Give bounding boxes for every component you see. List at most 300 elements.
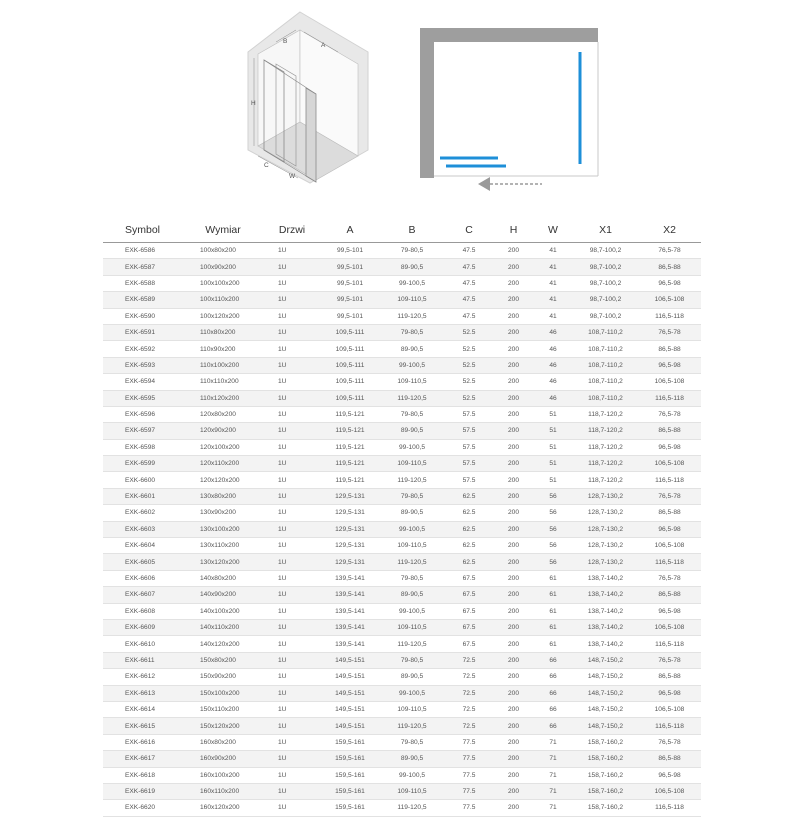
cell-c: 57.5: [444, 406, 494, 422]
cell-c: 77.5: [444, 783, 494, 799]
table-row: [103, 374, 701, 390]
cell-b: 79-80,5: [380, 570, 444, 586]
cell-w: 66: [533, 701, 573, 717]
table-row: [103, 324, 701, 340]
cell-w: 51: [533, 472, 573, 488]
cell-symbol: EXK-6598: [103, 439, 182, 455]
cell-b: 119-120,5: [380, 308, 444, 324]
col-header-b: B: [380, 218, 444, 243]
cell-w: 56: [533, 505, 573, 521]
cell-drzwi: 1U: [264, 652, 320, 668]
cell-wymiar: 140x80x200: [182, 570, 264, 586]
cell-wymiar: 130x100x200: [182, 521, 264, 537]
cell-symbol: EXK-6607: [103, 587, 182, 603]
cell-b: 109-110,5: [380, 374, 444, 390]
cell-h: 200: [494, 554, 533, 570]
cell-wymiar: 150x90x200: [182, 669, 264, 685]
cell-symbol: EXK-6616: [103, 734, 182, 750]
cell-x1: 138,7-140,2: [573, 636, 638, 652]
cell-b: 89-90,5: [380, 669, 444, 685]
cell-h: 200: [494, 456, 533, 472]
cell-c: 62.5: [444, 554, 494, 570]
cell-h: 200: [494, 603, 533, 619]
cell-c: 62.5: [444, 521, 494, 537]
cell-drzwi: 1U: [264, 570, 320, 586]
cell-a: 119,5-121: [320, 423, 380, 439]
cell-drzwi: 1U: [264, 538, 320, 554]
cell-b: 89-90,5: [380, 259, 444, 275]
cell-x1: 128,7-130,2: [573, 554, 638, 570]
cell-c: 72.5: [444, 669, 494, 685]
cell-c: 72.5: [444, 652, 494, 668]
cell-symbol: EXK-6620: [103, 800, 182, 816]
cell-c: 77.5: [444, 751, 494, 767]
cell-symbol: EXK-6590: [103, 308, 182, 324]
cell-w: 56: [533, 538, 573, 554]
cell-x2: 86,5-88: [638, 341, 701, 357]
cell-symbol: EXK-6593: [103, 357, 182, 373]
cell-a: 129,5-131: [320, 505, 380, 521]
cell-x1: 148,7-150,2: [573, 718, 638, 734]
cell-drzwi: 1U: [264, 701, 320, 717]
cell-drzwi: 1U: [264, 341, 320, 357]
cell-wymiar: 110x110x200: [182, 374, 264, 390]
cell-wymiar: 120x90x200: [182, 423, 264, 439]
cell-a: 149,5-151: [320, 652, 380, 668]
cell-a: 109,5-111: [320, 341, 380, 357]
cell-wymiar: 160x120x200: [182, 800, 264, 816]
cell-wymiar: 120x80x200: [182, 406, 264, 422]
cell-drzwi: 1U: [264, 767, 320, 783]
cell-b: 109-110,5: [380, 292, 444, 308]
cell-w: 56: [533, 554, 573, 570]
cell-h: 200: [494, 390, 533, 406]
cell-h: 200: [494, 308, 533, 324]
cell-c: 72.5: [444, 718, 494, 734]
cell-w: 41: [533, 292, 573, 308]
cell-b: 99-100,5: [380, 275, 444, 291]
table-row: [103, 718, 701, 734]
cell-h: 200: [494, 275, 533, 291]
cell-a: 99,5-101: [320, 292, 380, 308]
cell-h: 200: [494, 324, 533, 340]
cell-w: 61: [533, 603, 573, 619]
col-header-wymiar: Wymiar: [182, 218, 264, 243]
cell-h: 200: [494, 734, 533, 750]
cell-b: 109-110,5: [380, 538, 444, 554]
cell-c: 47.5: [444, 259, 494, 275]
cell-drzwi: 1U: [264, 800, 320, 816]
cell-drzwi: 1U: [264, 243, 320, 259]
cell-x1: 138,7-140,2: [573, 619, 638, 635]
cell-x2: 106,5-108: [638, 538, 701, 554]
cell-b: 89-90,5: [380, 423, 444, 439]
cell-x1: 108,7-110,2: [573, 324, 638, 340]
cell-symbol: EXK-6617: [103, 751, 182, 767]
cell-wymiar: 160x80x200: [182, 734, 264, 750]
col-header-drzwi: Drzwi: [264, 218, 320, 243]
cell-c: 47.5: [444, 275, 494, 291]
cell-drzwi: 1U: [264, 456, 320, 472]
cell-symbol: EXK-6599: [103, 456, 182, 472]
table-row: [103, 505, 701, 521]
cell-w: 71: [533, 800, 573, 816]
iso-label-b: B: [283, 38, 288, 45]
cell-b: 109-110,5: [380, 783, 444, 799]
cell-symbol: EXK-6594: [103, 374, 182, 390]
cell-wymiar: 140x90x200: [182, 587, 264, 603]
cell-x2: 116,5-118: [638, 718, 701, 734]
cell-x2: 96,5-98: [638, 439, 701, 455]
cell-a: 139,5-141: [320, 619, 380, 635]
table-row: [103, 275, 701, 291]
cell-symbol: EXK-6613: [103, 685, 182, 701]
cell-c: 67.5: [444, 570, 494, 586]
cell-w: 71: [533, 734, 573, 750]
cell-w: 46: [533, 374, 573, 390]
cell-h: 200: [494, 570, 533, 586]
cell-x1: 128,7-130,2: [573, 521, 638, 537]
cell-b: 119-120,5: [380, 472, 444, 488]
cell-b: 109-110,5: [380, 456, 444, 472]
cell-x1: 128,7-130,2: [573, 538, 638, 554]
table-row: [103, 456, 701, 472]
cell-c: 72.5: [444, 701, 494, 717]
cell-w: 46: [533, 390, 573, 406]
table-row: [103, 357, 701, 373]
cell-b: 99-100,5: [380, 357, 444, 373]
table-row: [103, 767, 701, 783]
cell-x2: 116,5-118: [638, 472, 701, 488]
cell-h: 200: [494, 669, 533, 685]
table-row: [103, 751, 701, 767]
cell-x1: 108,7-110,2: [573, 357, 638, 373]
cell-x1: 158,7-160,2: [573, 751, 638, 767]
cell-wymiar: 110x100x200: [182, 357, 264, 373]
cell-b: 79-80,5: [380, 652, 444, 668]
cell-c: 57.5: [444, 456, 494, 472]
cell-x1: 108,7-110,2: [573, 390, 638, 406]
cell-x2: 76,5-78: [638, 406, 701, 422]
cell-h: 200: [494, 406, 533, 422]
cell-x1: 158,7-160,2: [573, 734, 638, 750]
cell-drzwi: 1U: [264, 734, 320, 750]
table-row: [103, 521, 701, 537]
cell-w: 41: [533, 308, 573, 324]
cell-symbol: EXK-6596: [103, 406, 182, 422]
cell-b: 109-110,5: [380, 701, 444, 717]
table-header-row: [103, 218, 701, 243]
cell-drzwi: 1U: [264, 259, 320, 275]
cell-w: 46: [533, 324, 573, 340]
cell-x2: 86,5-88: [638, 423, 701, 439]
cell-b: 79-80,5: [380, 243, 444, 259]
cell-w: 41: [533, 275, 573, 291]
cell-b: 119-120,5: [380, 554, 444, 570]
table-row: [103, 439, 701, 455]
cell-symbol: EXK-6610: [103, 636, 182, 652]
cell-c: 52.5: [444, 390, 494, 406]
cell-h: 200: [494, 751, 533, 767]
cell-x2: 76,5-78: [638, 243, 701, 259]
table-row: [103, 619, 701, 635]
table-row: [103, 652, 701, 668]
cell-a: 139,5-141: [320, 603, 380, 619]
table-row: [103, 488, 701, 504]
cell-c: 62.5: [444, 488, 494, 504]
cell-w: 66: [533, 685, 573, 701]
cell-c: 77.5: [444, 800, 494, 816]
cell-x2: 116,5-118: [638, 554, 701, 570]
cell-symbol: EXK-6595: [103, 390, 182, 406]
table-row: [103, 800, 701, 816]
cell-drzwi: 1U: [264, 603, 320, 619]
col-header-w: W: [533, 218, 573, 243]
cell-w: 46: [533, 341, 573, 357]
cell-c: 67.5: [444, 619, 494, 635]
cell-b: 119-120,5: [380, 718, 444, 734]
table-row: [103, 603, 701, 619]
cell-h: 200: [494, 636, 533, 652]
cell-drzwi: 1U: [264, 718, 320, 734]
cell-symbol: EXK-6612: [103, 669, 182, 685]
cell-symbol: EXK-6609: [103, 619, 182, 635]
cell-a: 119,5-121: [320, 439, 380, 455]
cell-w: 66: [533, 669, 573, 685]
cell-a: 149,5-151: [320, 685, 380, 701]
cell-h: 200: [494, 685, 533, 701]
cell-h: 200: [494, 423, 533, 439]
cell-drzwi: 1U: [264, 669, 320, 685]
cell-x1: 138,7-140,2: [573, 587, 638, 603]
cell-x2: 76,5-78: [638, 324, 701, 340]
table-row: [103, 423, 701, 439]
cell-symbol: EXK-6602: [103, 505, 182, 521]
cell-wymiar: 150x120x200: [182, 718, 264, 734]
cell-c: 77.5: [444, 767, 494, 783]
cell-a: 129,5-131: [320, 554, 380, 570]
isometric-diagram: [240, 10, 380, 185]
table-row: [103, 341, 701, 357]
cell-wymiar: 120x120x200: [182, 472, 264, 488]
plan-view-diagram: [418, 26, 604, 196]
table-row: [103, 308, 701, 324]
cell-wymiar: 110x90x200: [182, 341, 264, 357]
cell-a: 99,5-101: [320, 243, 380, 259]
cell-a: 159,5-161: [320, 800, 380, 816]
cell-c: 62.5: [444, 538, 494, 554]
cell-b: 89-90,5: [380, 341, 444, 357]
cell-x2: 106,5-108: [638, 783, 701, 799]
cell-b: 99-100,5: [380, 439, 444, 455]
cell-h: 200: [494, 718, 533, 734]
spec-table: [103, 218, 701, 817]
plan-arrow-head: [478, 177, 490, 191]
cell-drzwi: 1U: [264, 472, 320, 488]
cell-wymiar: 130x80x200: [182, 488, 264, 504]
cell-x2: 86,5-88: [638, 751, 701, 767]
cell-x1: 118,7-120,2: [573, 423, 638, 439]
cell-x2: 76,5-78: [638, 488, 701, 504]
cell-symbol: EXK-6586: [103, 243, 182, 259]
cell-h: 200: [494, 374, 533, 390]
cell-h: 200: [494, 341, 533, 357]
cell-x1: 98,7-100,2: [573, 259, 638, 275]
cell-w: 46: [533, 357, 573, 373]
plan-wall-left: [420, 28, 434, 178]
cell-x2: 86,5-88: [638, 669, 701, 685]
cell-x2: 106,5-108: [638, 456, 701, 472]
cell-x1: 148,7-150,2: [573, 669, 638, 685]
cell-drzwi: 1U: [264, 587, 320, 603]
cell-x1: 98,7-100,2: [573, 243, 638, 259]
table-row: [103, 587, 701, 603]
cell-w: 71: [533, 751, 573, 767]
table-row: [103, 636, 701, 652]
cell-a: 139,5-141: [320, 587, 380, 603]
cell-c: 47.5: [444, 243, 494, 259]
cell-x2: 96,5-98: [638, 767, 701, 783]
table-row: [103, 390, 701, 406]
cell-wymiar: 130x110x200: [182, 538, 264, 554]
col-header-h: H: [494, 218, 533, 243]
cell-symbol: EXK-6587: [103, 259, 182, 275]
cell-drzwi: 1U: [264, 685, 320, 701]
cell-x2: 96,5-98: [638, 685, 701, 701]
cell-b: 79-80,5: [380, 406, 444, 422]
cell-a: 149,5-151: [320, 701, 380, 717]
cell-x2: 76,5-78: [638, 570, 701, 586]
cell-a: 119,5-121: [320, 456, 380, 472]
cell-symbol: EXK-6600: [103, 472, 182, 488]
cell-c: 52.5: [444, 324, 494, 340]
cell-a: 129,5-131: [320, 538, 380, 554]
cell-wymiar: 130x90x200: [182, 505, 264, 521]
cell-x2: 106,5-108: [638, 374, 701, 390]
cell-w: 51: [533, 406, 573, 422]
cell-wymiar: 130x120x200: [182, 554, 264, 570]
cell-w: 41: [533, 259, 573, 275]
cell-w: 71: [533, 783, 573, 799]
cell-w: 61: [533, 636, 573, 652]
cell-symbol: EXK-6603: [103, 521, 182, 537]
cell-a: 109,5-111: [320, 324, 380, 340]
cell-w: 56: [533, 488, 573, 504]
cell-wymiar: 150x100x200: [182, 685, 264, 701]
cell-h: 200: [494, 783, 533, 799]
cell-c: 47.5: [444, 292, 494, 308]
cell-drzwi: 1U: [264, 308, 320, 324]
cell-symbol: EXK-6619: [103, 783, 182, 799]
cell-x1: 138,7-140,2: [573, 570, 638, 586]
cell-a: 119,5-121: [320, 472, 380, 488]
cell-c: 57.5: [444, 423, 494, 439]
cell-x1: 158,7-160,2: [573, 783, 638, 799]
cell-c: 67.5: [444, 636, 494, 652]
cell-a: 159,5-161: [320, 767, 380, 783]
cell-symbol: EXK-6606: [103, 570, 182, 586]
cell-w: 51: [533, 439, 573, 455]
cell-c: 57.5: [444, 439, 494, 455]
cell-wymiar: 100x90x200: [182, 259, 264, 275]
table-row: [103, 406, 701, 422]
table-row: [103, 734, 701, 750]
iso-side-glass: [306, 88, 316, 182]
iso-label-w: W: [289, 173, 296, 180]
table-row: [103, 292, 701, 308]
cell-symbol: EXK-6614: [103, 701, 182, 717]
cell-b: 89-90,5: [380, 587, 444, 603]
cell-a: 129,5-131: [320, 488, 380, 504]
cell-a: 139,5-141: [320, 636, 380, 652]
cell-symbol: EXK-6605: [103, 554, 182, 570]
table-row: [103, 259, 701, 275]
cell-x1: 118,7-120,2: [573, 406, 638, 422]
cell-c: 52.5: [444, 357, 494, 373]
cell-w: 61: [533, 570, 573, 586]
cell-a: 139,5-141: [320, 570, 380, 586]
cell-x1: 128,7-130,2: [573, 505, 638, 521]
plan-wall-top: [420, 28, 598, 42]
cell-w: 51: [533, 456, 573, 472]
cell-symbol: EXK-6604: [103, 538, 182, 554]
cell-drzwi: 1U: [264, 324, 320, 340]
cell-symbol: EXK-6611: [103, 652, 182, 668]
cell-x2: 106,5-108: [638, 292, 701, 308]
cell-h: 200: [494, 538, 533, 554]
cell-w: 66: [533, 718, 573, 734]
cell-a: 109,5-111: [320, 374, 380, 390]
cell-wymiar: 100x80x200: [182, 243, 264, 259]
cell-b: 99-100,5: [380, 685, 444, 701]
cell-wymiar: 100x110x200: [182, 292, 264, 308]
cell-x1: 128,7-130,2: [573, 488, 638, 504]
cell-drzwi: 1U: [264, 357, 320, 373]
cell-b: 79-80,5: [380, 324, 444, 340]
cell-b: 79-80,5: [380, 488, 444, 504]
cell-x2: 116,5-118: [638, 636, 701, 652]
cell-x2: 86,5-88: [638, 587, 701, 603]
cell-drzwi: 1U: [264, 783, 320, 799]
cell-b: 99-100,5: [380, 521, 444, 537]
cell-x1: 98,7-100,2: [573, 308, 638, 324]
cell-x1: 148,7-150,2: [573, 685, 638, 701]
cell-x1: 98,7-100,2: [573, 275, 638, 291]
cell-symbol: EXK-6618: [103, 767, 182, 783]
cell-a: 119,5-121: [320, 406, 380, 422]
col-header-x2: X2: [638, 218, 701, 243]
cell-x1: 148,7-150,2: [573, 652, 638, 668]
cell-b: 119-120,5: [380, 390, 444, 406]
cell-x1: 108,7-110,2: [573, 374, 638, 390]
cell-x2: 86,5-88: [638, 505, 701, 521]
cell-b: 99-100,5: [380, 767, 444, 783]
cell-wymiar: 100x120x200: [182, 308, 264, 324]
table-row: [103, 701, 701, 717]
cell-a: 149,5-151: [320, 669, 380, 685]
col-header-c: C: [444, 218, 494, 243]
cell-wymiar: 150x110x200: [182, 701, 264, 717]
cell-h: 200: [494, 619, 533, 635]
cell-h: 200: [494, 439, 533, 455]
table-row: [103, 538, 701, 554]
table-row: [103, 669, 701, 685]
cell-b: 119-120,5: [380, 636, 444, 652]
cell-x2: 86,5-88: [638, 259, 701, 275]
cell-drzwi: 1U: [264, 636, 320, 652]
cell-drzwi: 1U: [264, 292, 320, 308]
cell-x2: 116,5-118: [638, 390, 701, 406]
